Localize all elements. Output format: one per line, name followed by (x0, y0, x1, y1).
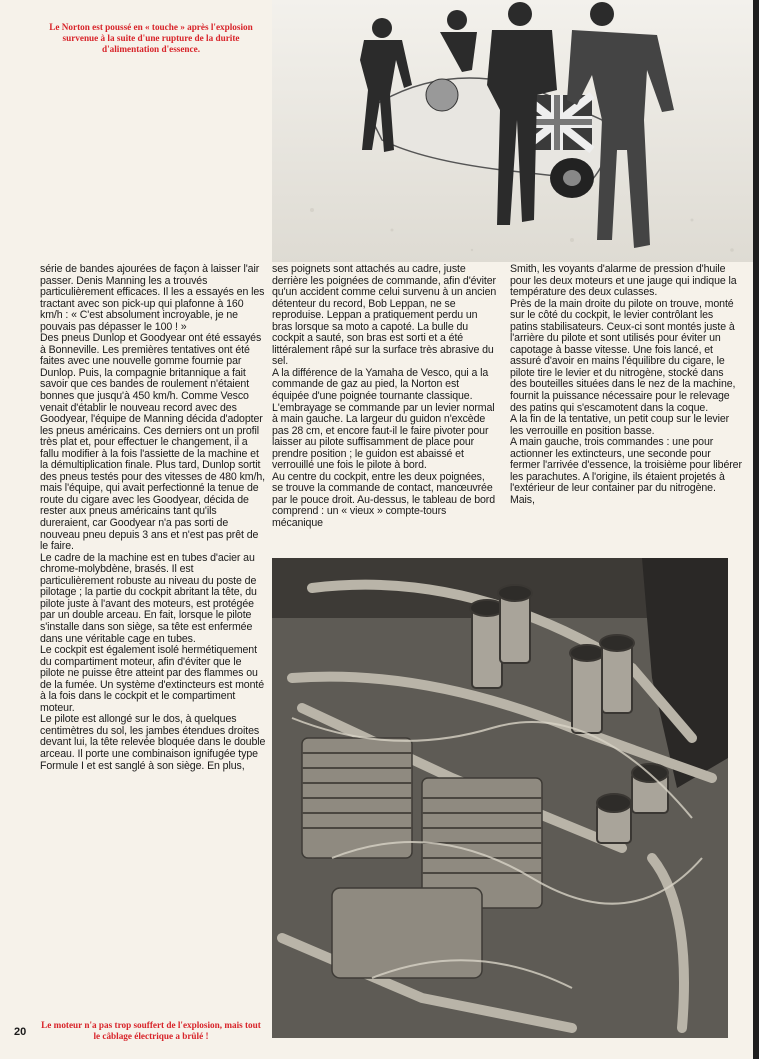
paragraph: ses poignets sont attachés au cadre, juste derrière les poignées de commande, afin d'éviter qu'un accident comme celui survenu à un ancien détenteur du record, Bob Leppan, ne se reproduise. Leppan a pratiquement perdu un bras lorsque sa moto a capoté. La bulle du cockpit a sauté, son bras est sorti et a été littéralement râpé sur la surface très abrasive du sel. (272, 263, 497, 368)
page-number: 20 (14, 1026, 27, 1038)
paragraph: Près de la main droite du pilote on trouve, monté sur le côté du cockpit, le levier contrôlant les patins stabilisateurs. Ceux-ci sont montés juste à l'arrière du pilote et sont utilisés pour éviter un capotage à basse vitesse. Une fois lancé, et assuré d'avoir en mains l'équilibre du cigare, le pilote tire le levier et du nitrogène, stocké dans des bouteilles situées dans le nez de la machine, fournit la puissance nécessaire pour le relevage des patins qui s'escamotent dans la coque. (510, 297, 736, 414)
paragraph: Le pilote est allongé sur le dos, à quelques centimètres du sol, les jambes étendues droites devant lui, la tête relevée bloquée dans le double arceau. Il porte une combinaison ignifugée type Formule I et est sanglé à son siège. En plus, (40, 713, 266, 772)
paragraph: Le cadre de la machine est en tubes d'acier au chrome-molybdène, brasés. Il est particulièrement robuste au niveau du poste de pilotage ; la partie du cockpit abritant la tête, du pilote juste à l'avant des moteurs, est protégée par un double arceau. En fait, lorsque le pilote s'installe dans son siège, sa tête est enfermée dans une véritable cage en tubes. (40, 551, 257, 645)
paragraph: A main gauche, trois commandes : une pour actionner les extincteurs, une seconde pour fermer l'arrivée d'essence, la troisième pour libérer les parachutes. A l'origine, ils étaient projetés à l'extérieur de leur container par du nitrogène. Mais, (510, 436, 742, 506)
bottom-photo-caption: Le moteur n'a pas trop souffert de l'explosion, mais tout le câblage électrique a brûlé ! (41, 1020, 261, 1041)
engine-photo (272, 558, 728, 1038)
text-column-left (40, 264, 266, 772)
paragraph: Au centre du cockpit, entre les deux poignées, se trouve la commande de contact, manœuvrée par le pouce droit. Au-dessus, le tableau de bord comprend : un « vieux » compte-tours mécanique (272, 470, 496, 530)
bottom-photo (272, 558, 728, 1038)
page-edge (753, 0, 759, 1059)
paragraph: Des pneus Dunlop et Goodyear ont été essayés à Bonneville. Les premières tentatives ont été faites avec une nouvelle gomme fournie par Dunlop. Puis, la compagnie britannique a fait savoir que ces bandes de roulement n'étaient bonnes que jusqu'à 450 km/h. Comme Vesco venait d'établir le nouveau record avec des Goodyear, l'équipe de Manning décida d'adopter les pneus américains. Ces derniers ont un profil très plat et, pour effectuer le changement, il a fallu modifier à la fois l'assiette de la machine et la démultiplication finale. Plus tard, Dunlop sortit des pneus testés pour des vitesses de 480 km/h, mais l'équipe, qui avait perfectionné la tenue de route du cigare avec les Goodyear, décida de rester aux pneus américains tant qu'ils dureraient, car Goodyear n'a pas sorti de nouveau pneu depuis 3 ans et n'est pas prêt de le faire. (40, 332, 265, 553)
paragraph: A la différence de la Yamaha de Vesco, qui a la commande de gaz au pied, la Norton est équipée d'une poignée tournante classique. L'embrayage se commande par un levier normal à main gauche. La largeur du guidon n'excède pas 28 cm, et encore faut-il le faire pivoter pour laisser au pilote suffisamment de place pour prendre position ; le guidon est abaissé et verrouillé une fois le pilote à bord. (272, 366, 495, 472)
paragraph: Smith, les voyants d'alarme de pression d'huile pour les deux moteurs et une jauge qui indique la température des deux culasses. (510, 263, 737, 299)
text-column-middle (272, 264, 498, 530)
paragraph: Le cockpit est également isolé hermétiquement du compartiment moteur, afin d'éviter que le pilote ne puisse être atteint par des flammes ou de la fumée. Un système d'extincteurs est monté à la fois dans le cockpit et le compartiment moteur. (40, 644, 265, 714)
text-column-right (510, 264, 742, 506)
top-photo-caption: Le Norton est poussé en « touche » après l'explosion survenue à la suite d'une rupture de la durite d'alimentation d'essence. (49, 22, 253, 54)
paragraph: série de bandes ajourées de façon à laisser l'air passer. Denis Manning les a trouvés particulièrement efficaces. Il les a essayés en les tractant avec son pick-up qui plafonne à 160 km/h : « C'est absolument incroyable, je ne pouvais pas dépasser le 100 ! » (40, 263, 265, 333)
paragraph: A la fin de la tentative, un petit coup sur le levier les verrouille en position basse. (510, 413, 730, 437)
pushing-streamliner-photo (272, 0, 755, 262)
top-photo (272, 0, 755, 262)
